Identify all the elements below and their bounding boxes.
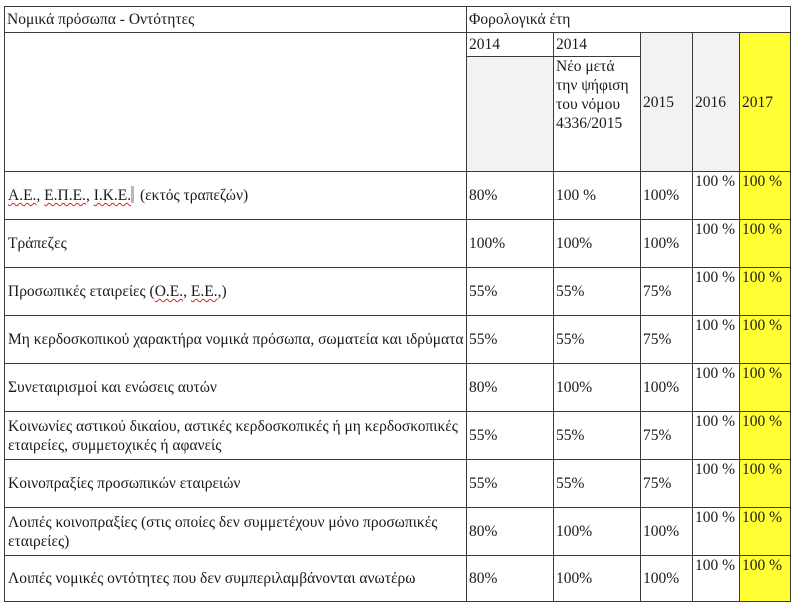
value-2015-cell: 75% bbox=[641, 412, 693, 460]
entity-cell: Μη κερδοσκοπικού χαρακτήρα νομικά πρόσωπα, σωματεία και ιδρύματα bbox=[5, 316, 467, 364]
value-2017-cell: 100 % bbox=[740, 268, 791, 316]
entity-text-part: Ι.Κ.Ε. bbox=[93, 187, 132, 204]
header-row-2 bbox=[5, 33, 791, 57]
entity-text-part: Προσωπικές εταιρείες ( bbox=[8, 283, 155, 300]
col-2016-header: 2016 bbox=[693, 33, 740, 172]
value-2017-cell: 100 % bbox=[740, 460, 791, 508]
entity-cell: Συνεταιρισμοί και ενώσεις αυτών bbox=[5, 364, 467, 412]
text-cursor-mark bbox=[131, 186, 134, 203]
entity-text-part: Ο.Ε. bbox=[154, 283, 184, 300]
value-2015-cell: 75% bbox=[641, 316, 693, 364]
value-2017-cell: 100 % bbox=[740, 556, 791, 602]
col-2015-header: 2015 bbox=[641, 33, 693, 172]
value-2014-cell: 100% bbox=[467, 220, 554, 268]
value-2017-cell: 100 % bbox=[740, 172, 791, 220]
value-2015-cell: 100% bbox=[641, 364, 693, 412]
value-2017-cell: 100 % bbox=[740, 220, 791, 268]
value-2014-cell: 55% bbox=[467, 316, 554, 364]
value-2014-new-cell: 55% bbox=[554, 316, 641, 364]
table-row bbox=[5, 268, 791, 316]
value-2014-new-cell: 100% bbox=[554, 364, 641, 412]
value-2016-cell: 100 % bbox=[693, 556, 740, 602]
value-2016-cell: 100 % bbox=[693, 268, 740, 316]
entity-text-part: Ε.Π.Ε. bbox=[44, 187, 86, 204]
tax-rates-document bbox=[4, 6, 790, 606]
value-2016-cell: 100 % bbox=[693, 412, 740, 460]
table-row bbox=[5, 316, 791, 364]
value-2014-cell: 55% bbox=[467, 268, 554, 316]
value-2014-new-cell: 100% bbox=[554, 220, 641, 268]
value-2014-new-cell: 100% bbox=[554, 556, 641, 602]
col-2014-new-note: Νέο μετά την ψήφιση του νόμου 4336/2015 bbox=[554, 57, 641, 172]
value-2017-cell: 100 % bbox=[740, 316, 791, 364]
entity-cell bbox=[5, 172, 467, 220]
value-2014-new-cell: 55% bbox=[554, 412, 641, 460]
header-row-1 bbox=[5, 7, 791, 33]
value-2014-cell: 80% bbox=[467, 364, 554, 412]
value-2017-cell: 100 % bbox=[740, 364, 791, 412]
value-2015-cell: 100% bbox=[641, 220, 693, 268]
entity-cell: Λοιπές κοινοπραξίες (στις οποίες δεν συμμετέχουν μόνο προσωπικές εταιρείες) bbox=[5, 508, 467, 556]
entity-text-part: (εκτός τραπεζών) bbox=[136, 187, 249, 204]
entity-text-part: Α.Ε. bbox=[8, 187, 37, 204]
value-2014-cell: 55% bbox=[467, 460, 554, 508]
value-2017-cell: 100 % bbox=[740, 508, 791, 556]
col-2014-blank bbox=[467, 57, 554, 172]
table-row bbox=[5, 556, 791, 602]
value-2014-cell: 80% bbox=[467, 556, 554, 602]
entity-cell: Λοιπές νομικές οντότητες που δεν συμπεριλαμβάνονται ανωτέρω bbox=[5, 556, 467, 602]
table-row bbox=[5, 364, 791, 412]
col-2017-header: 2017 bbox=[740, 33, 791, 172]
value-2015-cell: 75% bbox=[641, 460, 693, 508]
entity-text-part: , bbox=[183, 283, 191, 300]
value-2015-cell: 100% bbox=[641, 508, 693, 556]
entity-cell: Κοινοπραξίες προσωπικών εταιρειών bbox=[5, 460, 467, 508]
table-row bbox=[5, 220, 791, 268]
value-2016-cell: 100 % bbox=[693, 508, 740, 556]
entity-cell bbox=[5, 268, 467, 316]
table-row bbox=[5, 412, 791, 460]
value-2014-cell: 80% bbox=[467, 172, 554, 220]
entity-cell: Κοινωνίες αστικού δικαίου, αστικές κερδοσκοπικές ή μη κερδοσκοπικές εταιρείες, συμμετοχικές ή αφανείς bbox=[5, 412, 467, 460]
entity-text-part: , bbox=[85, 187, 94, 204]
entity-text-part: , bbox=[36, 187, 45, 204]
table-row bbox=[5, 172, 791, 220]
tax-years-header: Φορολογικά έτη bbox=[467, 7, 791, 33]
value-2014-cell: 55% bbox=[467, 412, 554, 460]
entities-header-spacer bbox=[5, 33, 467, 172]
table-row bbox=[5, 508, 791, 556]
value-2015-cell: 100% bbox=[641, 172, 693, 220]
entity-text-part: ,) bbox=[217, 283, 227, 300]
value-2016-cell: 100 % bbox=[693, 460, 740, 508]
value-2016-cell: 100 % bbox=[693, 220, 740, 268]
table-row bbox=[5, 460, 791, 508]
value-2016-cell: 100 % bbox=[693, 316, 740, 364]
value-2014-new-cell: 55% bbox=[554, 460, 641, 508]
value-2015-cell: 75% bbox=[641, 268, 693, 316]
value-2014-new-cell: 100% bbox=[554, 508, 641, 556]
value-2015-cell: 100% bbox=[641, 556, 693, 602]
value-2016-cell: 100 % bbox=[693, 364, 740, 412]
value-2017-cell: 100 % bbox=[740, 412, 791, 460]
value-2014-new-cell: 55% bbox=[554, 268, 641, 316]
value-2014-new-cell: 100 % bbox=[554, 172, 641, 220]
col-2014-header: 2014 bbox=[467, 33, 554, 57]
entity-text-part: Ε.Ε. bbox=[190, 283, 218, 300]
entities-header: Νομικά πρόσωπα - Οντότητες bbox=[5, 7, 467, 33]
value-2016-cell: 100 % bbox=[693, 172, 740, 220]
col-2014-new-header: 2014 bbox=[554, 33, 641, 57]
tax-rates-table bbox=[4, 6, 791, 602]
entity-cell: Τράπεζες bbox=[5, 220, 467, 268]
value-2014-cell: 80% bbox=[467, 508, 554, 556]
